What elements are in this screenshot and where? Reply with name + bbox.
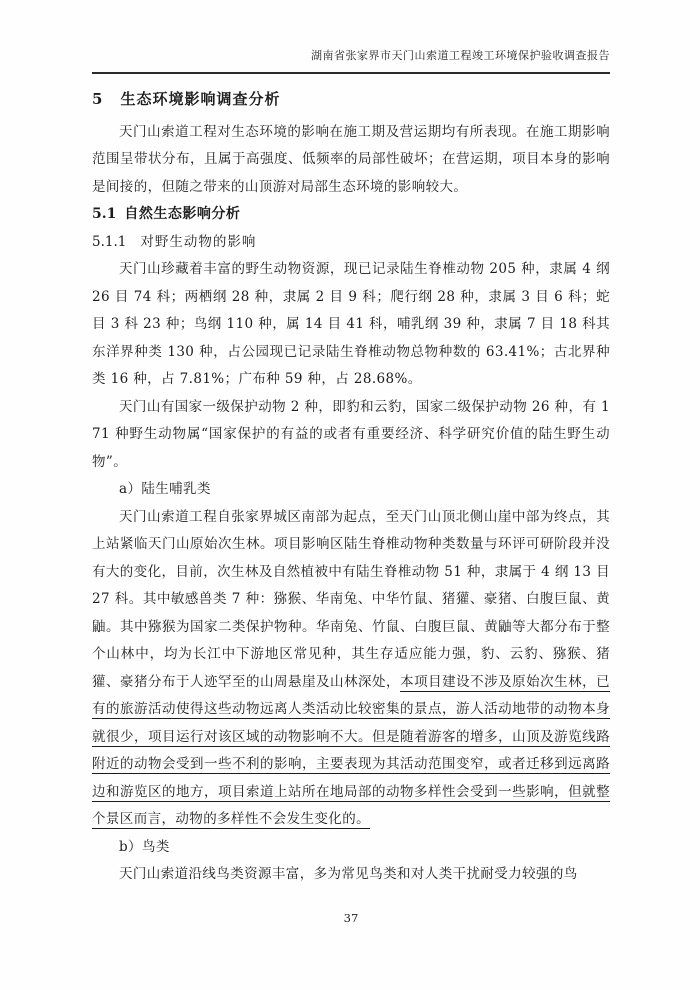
section-number: 5.1 xyxy=(92,206,117,222)
section-heading-5 xyxy=(92,86,610,114)
paragraph-mammals xyxy=(92,504,610,834)
section-title: 生态环境影响调查分析 xyxy=(120,90,281,108)
paragraph-mammals-underlined-text: 本项目建设不涉及原始次生林，已有的旅游活动使得这些动物远离人类活动比较密集的景点，游人活动地带的动物本身就很少，项目运行对该区域的动物影响不大。但是随着游客的增多，山顶及游览线路附近的动物会受到一些不利的影响，主要表现为其活动范围变窄，或者迁移到远离路边和游览区的地方，项目索道上站所在地局部的动物多样性会受到一些影响，但就整个景区而言，动物的多样性不会发生变化的。 xyxy=(92,673,610,827)
paragraph-fauna-species: 天门山珍藏着丰富的野生动物资源，现已记录陆生脊椎动物 205 种，隶属 4 纲 26 目 74 科；两栖纲 28 种，隶属 2 目 9 科；爬行纲 28 种，隶属 3 目 6 科；蛇目 3 科 23 种；鸟纲 110 种，属 14 目 41 科，哺乳纲 39 种，隶属 7 目 18 科其东洋界种类 130 种，占公园现已记录陆生脊椎动物总物种数的 63.41%；古北界种类 16 种，占 7.81%；广布种 59 种，占 28.68%。 xyxy=(92,261,610,387)
page-number: 37 xyxy=(343,910,359,925)
running-header-title: 湖南省张家界市天门山索道工程竣工环境保护验收调查报告 xyxy=(311,49,610,62)
paragraph-birds: 天门山索道沿线鸟类资源丰富，多为常见鸟类和对人类干扰耐受力较强的鸟 xyxy=(119,866,578,882)
list-item-b-birds: b）鸟类 xyxy=(119,838,170,855)
section-heading-5-1-1 xyxy=(92,229,610,257)
paragraph-protected-species: 天门山有国家一级保护动物 2 种，即豹和云豹，国家二级保护动物 26 种，有 171 种野生动物属“国家保护的有益的或者有重要经济、科学研究价值的陆生野生动物”。 xyxy=(92,398,610,470)
section-heading-5-1 xyxy=(92,201,610,229)
section-number: 5.1.1 xyxy=(92,233,127,250)
section-title: 对野生动物的影响 xyxy=(140,233,257,250)
section-number: 5 xyxy=(92,90,103,108)
section-title: 自然生态影响分析 xyxy=(124,206,241,222)
list-item-a-mammals: a）陆生哺乳类 xyxy=(119,481,211,497)
header-divider-line xyxy=(92,72,610,74)
paragraph-mammals-normal-text: 天门山索道工程自张家界城区南部为起点，至天门山顶北侧山崖中部为终点，其上站紧临天门山原始次生林。项目影响区陆生脊椎动物种类数量与环评可研阶段并没有大的变化，目前，次生林及自然植被中有陆生脊椎动物 51 种，隶属于 4 纲 13 目 27 科。其中敏感兽类 7 种：猕猴、华南兔、中华竹鼠、猪獾、豪猪、白腹巨鼠、黄鼬。其中猕猴为国家二类保护物种。华南兔、竹鼠、白腹巨鼠、黄鼬等大都分布于整个山林中，均为长江中下游地区常见种，其生存适应能力强，豹、云豹、猕猴、猪獾、豪猪分布于人迹罕至的山周悬崖及山林深处， xyxy=(92,508,610,690)
paragraph-intro: 天门山索道工程对生态环境的影响在施工期及营运期均有所表现。在施工期影响范围呈带状分布，且属于高强度、低频率的局部性破坏；在营运期，项目本身的影响是间接的，但随之带来的山顶游对局部生态环境的影响较大。 xyxy=(92,123,610,195)
